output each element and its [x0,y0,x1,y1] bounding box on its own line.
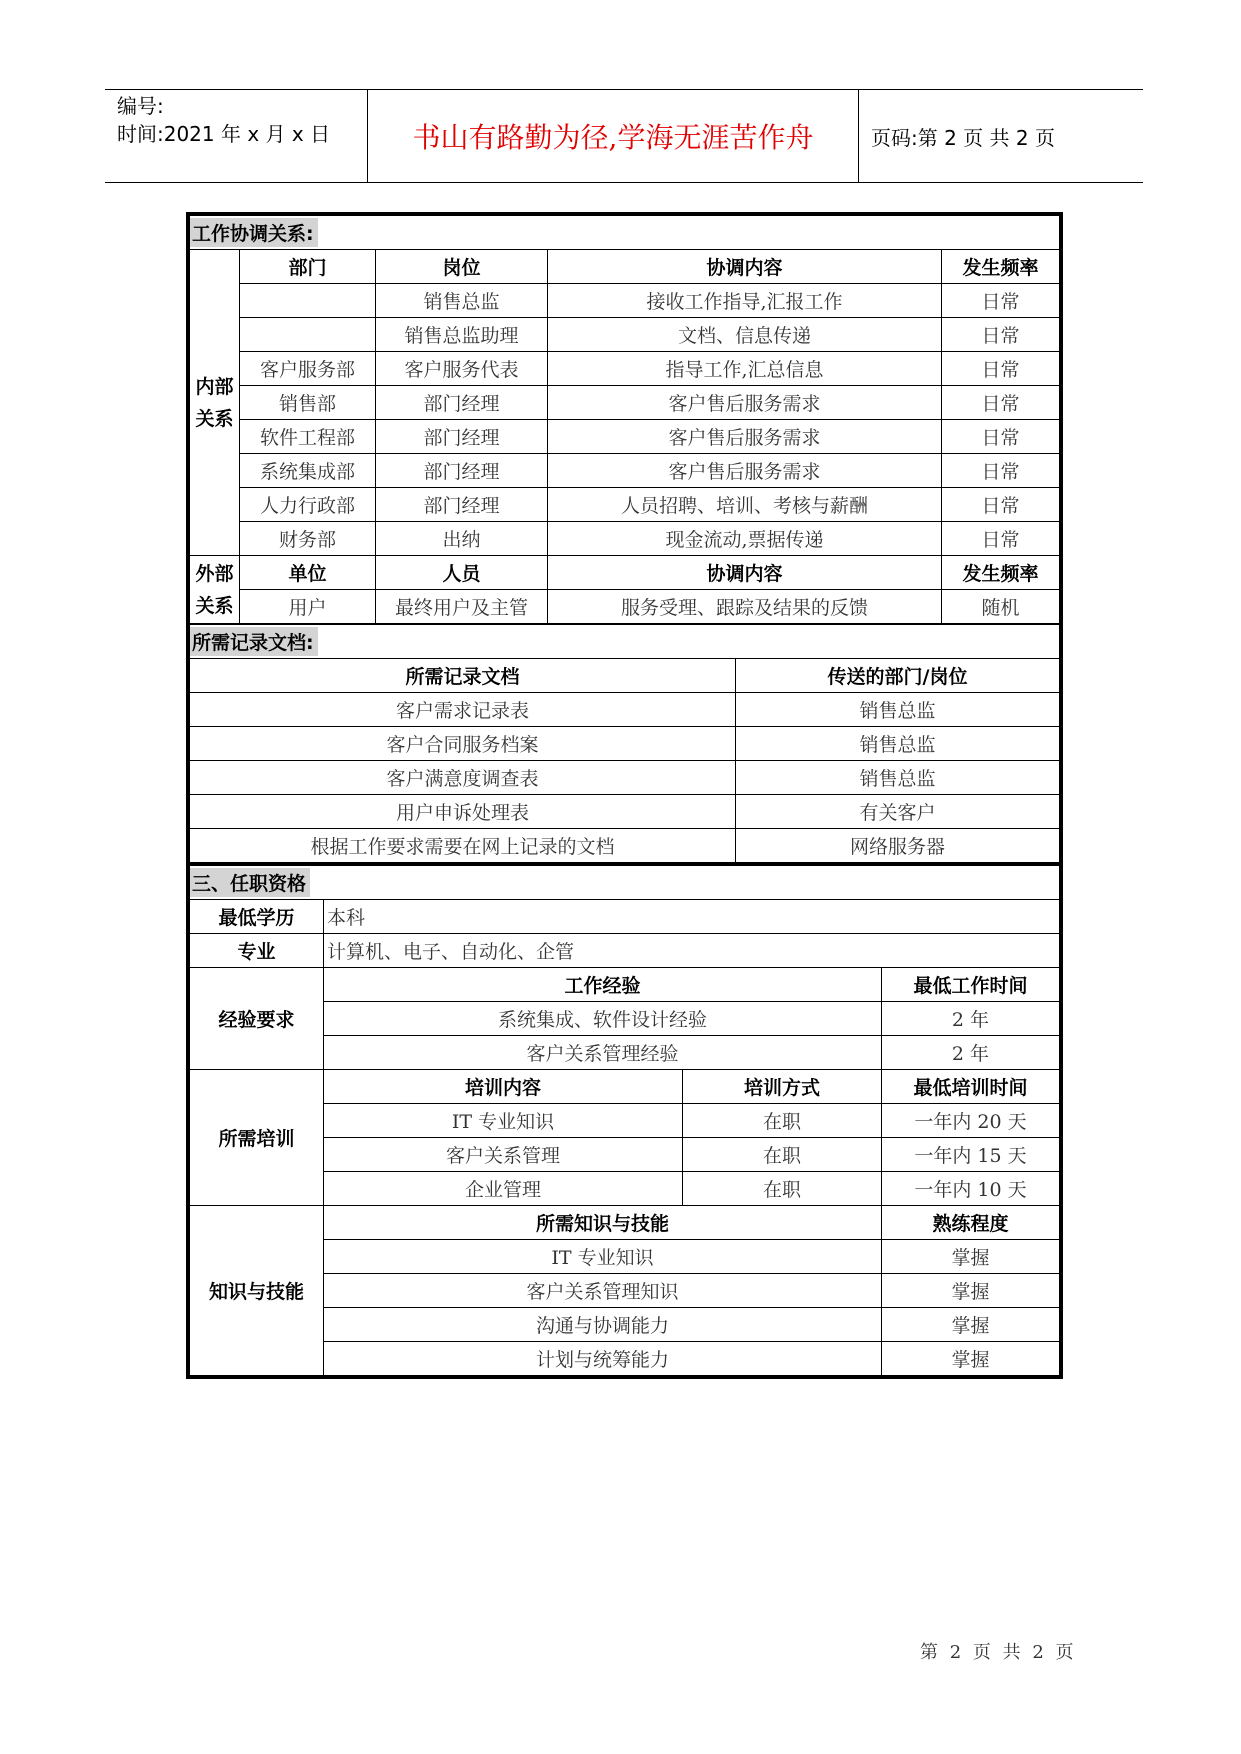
table-row [190,590,1060,624]
content-cell: 人员招聘、培训、考核与薪酬 [548,488,942,522]
person-cell: 最终用户及主管 [376,590,548,624]
time-cell: 2 年 [882,1002,1060,1036]
post-cell: 部门经理 [376,488,548,522]
document-cell: 用户申诉处理表 [190,795,736,829]
records-table [189,624,1060,863]
training-content-cell: 客户关系管理 [324,1138,683,1172]
col-header-dept: 部门 [240,250,376,284]
dept-cell [240,284,376,318]
col-header-training-content: 培训内容 [324,1070,683,1104]
destination-cell: 网络服务器 [736,829,1060,863]
table-row [190,420,1060,454]
proficiency-cell: 掌握 [882,1308,1060,1342]
dept-cell [240,318,376,352]
table-row [190,488,1060,522]
content-cell: 客户售后服务需求 [548,454,942,488]
training-method-cell: 在职 [683,1172,882,1206]
education-value: 本科 [324,900,1060,934]
training-content-cell: 企业管理 [324,1172,683,1206]
col-header-post: 岗位 [376,250,548,284]
frequency-cell: 日常 [942,420,1060,454]
content-cell: 文档、信息传递 [548,318,942,352]
post-cell: 客户服务代表 [376,352,548,386]
proficiency-cell: 掌握 [882,1274,1060,1308]
training-method-cell: 在职 [683,1104,882,1138]
major-value: 计算机、电子、自动化、企管 [324,934,1060,968]
document-cell: 根据工作要求需要在网上记录的文档 [190,829,736,863]
experience-cell: 客户关系管理经验 [324,1036,882,1070]
section-title-records: 所需记录文档: [190,625,1060,659]
col-header-skill: 所需知识与技能 [324,1206,882,1240]
page-header [105,89,1143,183]
training-label: 所需培训 [190,1070,324,1206]
table-row [190,386,1060,420]
page-footer: 第 2 页 共 2 页 [920,1642,1074,1663]
document-cell: 客户合同服务档案 [190,727,736,761]
document-cell: 客户需求记录表 [190,693,736,727]
table-row [190,318,1060,352]
table-row [190,761,1060,795]
education-label: 最低学历 [190,900,324,934]
post-cell: 销售总监 [376,284,548,318]
dept-cell: 客户服务部 [240,352,376,386]
dept-cell: 软件工程部 [240,420,376,454]
col-header-destination: 传送的部门/岗位 [736,659,1060,693]
post-cell: 部门经理 [376,454,548,488]
job-description-form [186,212,1063,1379]
training-time-cell: 一年内 15 天 [882,1138,1060,1172]
destination-cell: 销售总监 [736,693,1060,727]
col-header-content: 协调内容 [548,556,942,590]
training-time-cell: 一年内 10 天 [882,1172,1060,1206]
experience-label: 经验要求 [190,968,324,1070]
dept-cell: 财务部 [240,522,376,556]
dept-cell: 销售部 [240,386,376,420]
time-label: 时间:2021 年 x 月 x 日 [117,122,331,146]
skill-cell: 计划与统筹能力 [324,1342,882,1376]
proficiency-cell: 掌握 [882,1342,1060,1376]
qualifications-table [189,863,1060,1376]
frequency-cell: 日常 [942,352,1060,386]
table-row [190,454,1060,488]
destination-cell: 有关客户 [736,795,1060,829]
page-label: 页码:第 2 页 共 2 页 [871,125,1055,150]
motto: 书山有路勤为径,学海无涯苦作舟 [367,90,859,182]
post-cell: 出纳 [376,522,548,556]
col-header-proficiency: 熟练程度 [882,1206,1060,1240]
col-header-frequency: 发生频率 [942,556,1060,590]
experience-cell: 系统集成、软件设计经验 [324,1002,882,1036]
col-header-document: 所需记录文档 [190,659,736,693]
frequency-cell: 随机 [942,590,1060,624]
frequency-cell: 日常 [942,386,1060,420]
content-cell: 服务受理、跟踪及结果的反馈 [548,590,942,624]
table-row [190,693,1060,727]
table-row [190,352,1060,386]
table-row [190,522,1060,556]
training-time-cell: 一年内 20 天 [882,1104,1060,1138]
frequency-cell: 日常 [942,284,1060,318]
col-header-frequency: 发生频率 [942,250,1060,284]
col-header-min-training-time: 最低培训时间 [882,1070,1060,1104]
skill-cell: 客户关系管理知识 [324,1274,882,1308]
training-content-cell: IT 专业知识 [324,1104,683,1138]
post-cell: 部门经理 [376,386,548,420]
col-header-experience: 工作经验 [324,968,882,1002]
coordination-table [189,215,1060,624]
destination-cell: 销售总监 [736,761,1060,795]
frequency-cell: 日常 [942,488,1060,522]
time-cell: 2 年 [882,1036,1060,1070]
post-cell: 销售总监助理 [376,318,548,352]
external-relations-label: 外部关系 [190,556,240,624]
section-title-qualifications: 三、任职资格 [190,865,1060,900]
post-cell: 部门经理 [376,420,548,454]
table-row [190,829,1060,863]
content-cell: 客户售后服务需求 [548,386,942,420]
table-row [190,795,1060,829]
col-header-training-method: 培训方式 [683,1070,882,1104]
content-cell: 现金流动,票据传递 [548,522,942,556]
section-title-coordination: 工作协调关系: [190,216,1060,250]
frequency-cell: 日常 [942,454,1060,488]
table-row [190,284,1060,318]
col-header-person: 人员 [376,556,548,590]
col-header-min-work-time: 最低工作时间 [882,968,1060,1002]
training-method-cell: 在职 [683,1138,882,1172]
header-meta [117,92,367,148]
skill-cell: 沟通与协调能力 [324,1308,882,1342]
content-cell: 指导工作,汇总信息 [548,352,942,386]
col-header-content: 协调内容 [548,250,942,284]
dept-cell: 系统集成部 [240,454,376,488]
unit-cell: 用户 [240,590,376,624]
proficiency-cell: 掌握 [882,1240,1060,1274]
dept-cell: 人力行政部 [240,488,376,522]
frequency-cell: 日常 [942,318,1060,352]
frequency-cell: 日常 [942,522,1060,556]
skills-label: 知识与技能 [190,1206,324,1376]
table-row [190,727,1060,761]
major-label: 专业 [190,934,324,968]
skill-cell: IT 专业知识 [324,1240,882,1274]
document-cell: 客户满意度调查表 [190,761,736,795]
number-label: 编号: [117,94,164,118]
content-cell: 客户售后服务需求 [548,420,942,454]
content-cell: 接收工作指导,汇报工作 [548,284,942,318]
col-header-unit: 单位 [240,556,376,590]
internal-relations-label: 内部关系 [190,250,240,556]
destination-cell: 销售总监 [736,727,1060,761]
